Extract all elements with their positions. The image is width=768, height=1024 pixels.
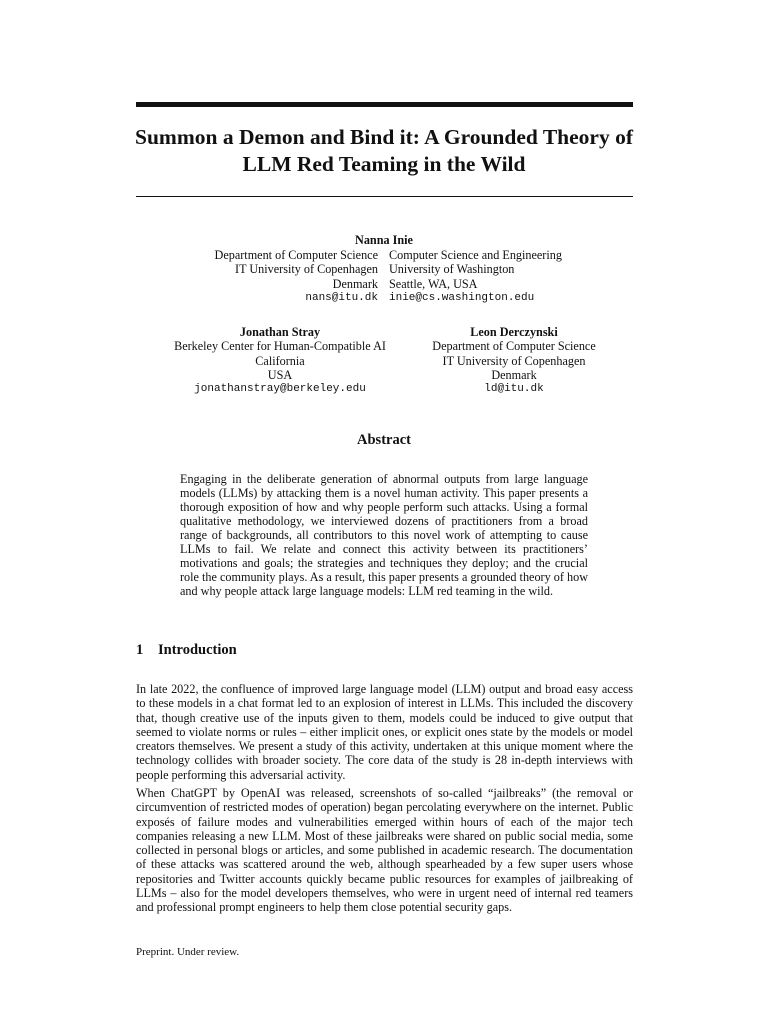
affiliation-line: Denmark [491, 367, 537, 382]
affiliation-line: Seattle, WA, USA [389, 276, 478, 291]
affiliation-line: University of Washington [389, 262, 515, 277]
affiliation-line: IT University of Copenhagen [235, 262, 378, 277]
paper-title [110, 124, 658, 178]
abstract-text: Engaging in the deliberate generation of abnormal outputs from large language models (LLMs) by attacking them is a novel human activity. This paper presents a thorough exposition of how and why people perform such attacks. Using a formal qualitative methodology, we interviewed dozens of practitioners from a broad range of backgrounds, all contributors to this novel work of attempting to cause LLMs to fail. We relate and connect this activity between its practitioners’ motivations and goals; the strategies and techniques they deploy; and the crucial role the community plays. As a result, this paper presents a grounded theory of how and why people attack large language models: LLM red teaming in the wild. [180, 472, 588, 598]
affiliation-line: Berkeley Center for Human-Compatible AI [174, 339, 386, 354]
title-rule [136, 196, 633, 197]
section-title: Introduction [158, 642, 237, 658]
author-inie-affiliation-right [389, 248, 562, 305]
title-line-1: Summon a Demon and Bind it: A Grounded Theory of [135, 125, 633, 149]
abstract-heading: Abstract [357, 432, 411, 448]
author-stray [160, 325, 400, 396]
author-email: inie@cs.washington.edu [389, 291, 535, 304]
author-name-derczynski: Leon Derczynski [470, 325, 558, 339]
author-email: ld@itu.dk [484, 383, 544, 396]
intro-paragraph-1: In late 2022, the confluence of improved large language model (LLM) output and broad easy access to these models in a chat format led to an explosion of interest in LLMs. This included the discovery that, though creative use of the inputs given to them, models could be induced to give output that seemed to violate norms or rules – either implicit ones, or explicit ones state by the models or model creators themselves. We present a study of this activity, undertaken at this unique moment where the technology collides with broader society. The core data of the study is 28 in-depth interviews with people performing this adversarial activity. [136, 682, 633, 782]
affiliation-line: Computer Science and Engineering [389, 248, 562, 262]
author-inie-affiliation-left [215, 248, 378, 305]
title-line-2: LLM Red Teaming in the Wild [242, 152, 526, 176]
affiliation-line: Denmark [332, 276, 378, 291]
author-derczynski [394, 325, 634, 396]
intro-paragraph-2: When ChatGPT by OpenAI was released, screenshots of so-called “jailbreaks” (the removal or circumvention of restricted modes of operation) began percolating everywhere on the internet. Public exposés of failure modes and vulnerabilities emerged within hours of each of the major tech companies releasing a new LLM. Most of these jailbreaks were shared on public social media, some collected in personal blogs or articles, and some published in academic research. The documentation of these attacks was scattered around the web, although spearheaded by a few super users whose repositories and Twitter accounts quickly became public resources for examples of jailbreaking of LLMs – also for the model developers themselves, who were in urgent need of internal red teamers and professional prompt engineers to help them close potential security gaps. [136, 786, 633, 915]
author-email: nans@itu.dk [305, 291, 378, 304]
affiliation-line: IT University of Copenhagen [442, 353, 586, 368]
affiliation-line: Department of Computer Science [432, 339, 596, 354]
section-number: 1 [136, 642, 144, 658]
section-heading [136, 642, 237, 659]
footer-note: Preprint. Under review. [136, 946, 240, 958]
author-name-inie: Nanna Inie [355, 233, 413, 247]
affiliation-line: USA [267, 367, 293, 382]
top-rule [136, 102, 633, 107]
author-email: jonathanstray@berkeley.edu [194, 383, 366, 396]
author-name-stray: Jonathan Stray [239, 325, 321, 339]
affiliation-line: California [255, 353, 305, 368]
affiliation-line: Department of Computer Science [214, 248, 378, 262]
